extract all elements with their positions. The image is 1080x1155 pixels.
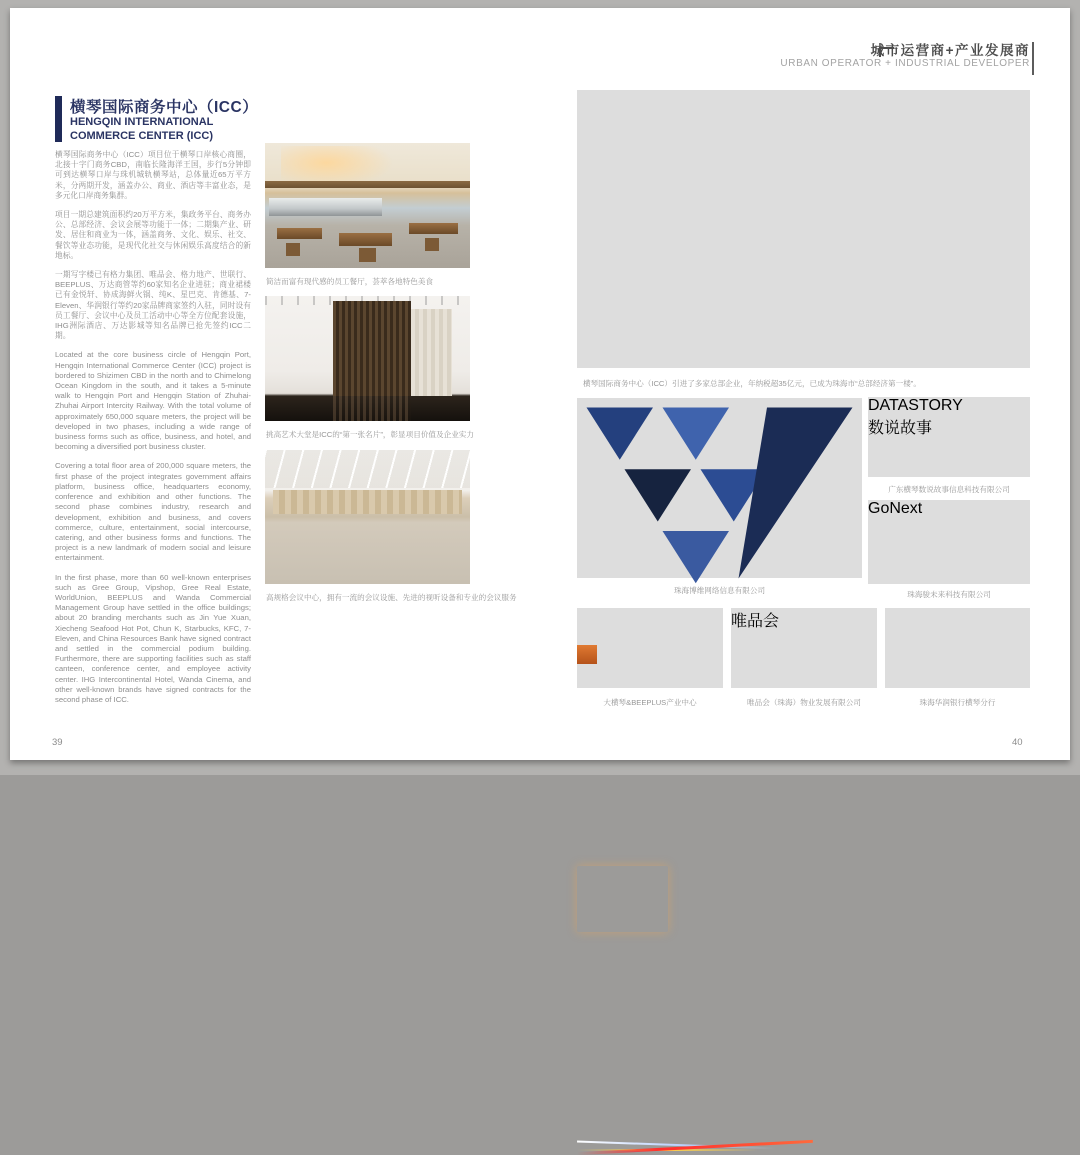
article-title-en: HENGQIN INTERNATIONAL COMMERCE CENTER (ICC) [70,116,214,142]
caption-vipshop: 唯品会（珠海）物业发展有限公司 [747,698,861,707]
photo-datastory-office [868,397,1030,477]
section-header-en: URBAN OPERATOR + INDUSTRIAL DEVELOPER [780,58,1030,69]
photo-vipshop-reception [731,608,877,688]
section-header-cn: 城市运营商+产业发展商 [870,43,1030,58]
article-title-cn: 横琴国际商务中心（ICC） [70,99,259,116]
paragraph-cn-1: 横琴国际商务中心（ICC）项目位于横琴口岸核心商圈，北接十字门商务CBD，南临长隆海洋王国，步行5分钟即可到达横琴口岸与珠机城轨横琴站，总体量近65万平方米，分两期开发，涵盖办公、商业、酒店等丰富业态，是多元化口岸商务集群。 [55,150,251,200]
service-counter [885,621,917,632]
caption-canteen: 简洁而富有现代感的员工餐厅，荟萃各地特色美食 [266,277,434,286]
building-silhouette [577,279,609,343]
caption-bank: 珠海华润银行横琴分行 [919,698,996,707]
article-body [55,150,251,714]
caption-datastory: 广东横琴数说故事信息科技有限公司 [888,485,1010,494]
page-number-right: 40 [1012,737,1023,748]
paragraph-cn-3: 一期写字楼已有格力集团、唯品会、格力地产、世联行、BEEPLUS、万达商管等约60家知名企业进驻；商业裙楼已有金悦轩、协成海鲜火锅、纯K、星巴克、肯德基、7-Eleven、华润银行等约20家品牌商家签约入驻，同时设有员工餐厅、会议中心及员工活动中心等全方位配套设施，IHG洲际酒店、万达影城等知名品牌已抢先签约ICC二期。 [55,270,251,341]
chair [286,243,300,256]
caption-gonext: 珠海骏未来科技有限公司 [907,590,991,599]
red-sofa [577,629,621,645]
photo-beeplus-center [577,608,723,688]
photo-staff-canteen [265,143,470,268]
photo-crbank-branch [885,608,1030,688]
wood-back-wall [273,490,462,514]
datastory-logo-text: DATASTORY [868,397,963,414]
photo-conference-center [265,450,470,584]
dining-table [277,228,322,239]
photo-art-lobby [265,296,470,421]
wood-beam [265,181,470,189]
photo-icc-towers-night [577,90,1030,368]
chair [359,248,375,262]
datastory-logo-cn: 数说故事 [868,420,933,437]
dining-table [339,233,392,246]
podium-building [577,866,668,933]
vipshop-logo-text: 唯品会 [731,613,780,630]
red-armchair [577,608,600,629]
side-wall [411,309,452,397]
icc-tower-two [577,693,636,865]
ceiling-light-strips [265,450,470,488]
feature-wall [333,301,411,396]
building-silhouette [577,90,618,168]
paragraph-en-3: In the first phase, more than 60 well-known enterprises such as Gree Group, Vipshop, Gree Real Estate, WorldUnion, BEEPLUS and Wanda Commercial Management Group have settled in the office buildings; about 20 branding merchants such as Jin Yue Xuan, Xiecheng Seafood Hot Pot, Chun K, Starbucks, KFC, 7-Eleven, and China Resources Bank have signed contract and settled in the commercial podium building. Furthermore, there are supporting facilities such as staff canteen, conference center, and employee activity center. IHG Intercontinental Hotel, Wanda Cinema, and other well-known brands have signed contracts for the second phase of ICC. [55,572,251,704]
street-lamp [577,1088,1030,1144]
gonext-logo-text: GoNext [868,500,923,517]
serving-counter [269,198,382,216]
title-accent-bar [55,96,62,142]
header-divider-bar [1032,42,1034,75]
gonext-logo [868,500,1030,518]
caption-boardware: 珠海博维网络信息有限公司 [673,586,766,595]
photo-gonext-office [868,500,1030,584]
caption-lobby: 挑高艺术大堂是ICC的“第一张名片”，彰显项目价值及企业实力 [266,430,474,439]
paragraph-en-1: Located at the core business circle of Hengqin Port, Hengqin International Commerce Center (ICC) project is bordered to Shizimen CBD in the north and to Chimelong Ocean Kingdom in the south, and it takes a 5-minute walk to Hengqin Port and Hengqin Station of Zhuhai-Zhuhai Airport Intercity Railway. With the total volume of approximately 650,000 square meters, the project will be developed in two phases, including a wide range of business forms such as office, business, and hotel, and becoming a diversified port business cluster. [55,350,251,452]
page-number-left: 39 [52,737,63,748]
boardware-logo-icon [577,398,862,607]
caption-city: 横琴国际商务中心（ICC）引进了多家总部企业，年纳税超35亿元，已成为珠海市“总部经济第一楼”。 [583,379,921,388]
dining-table [409,223,458,234]
photo-boardware-lobby [577,398,862,578]
service-counter [885,608,923,621]
paragraph-cn-2: 项目一期总建筑面积约20万平方米，集政务平台、商务办公、总部经济、会议会展等功能于一体；二期集产业、研发、居住和商业为一体，涵盖商务、文化、娱乐、社交、餐饮等业态功能，是现代化社交与休闲娱乐高度结合的新地标。 [55,210,251,260]
paragraph-en-2: Covering a total floor area of 200,000 square meters, the first phase of the project integrates government affairs platform, business office, headquarters economy, conference and exhibition and other functions. The second phase combines industry, research and development, exhibition and business, and covers commerce, culture, entertainment, social intercourse, catering, and other business forms and functions. The project is a new landmark of modern social and leisure entertainment. [55,461,251,563]
tree-line [577,1030,1030,1044]
round-table [577,669,589,674]
street-lamp [577,1043,1030,1087]
orange-armchair [577,645,597,664]
caption-beeplus: 大横琴&BEEPLUS产业中心 [603,698,697,707]
floor-reflection [333,396,411,421]
caption-conference: 高规格会议中心，拥有一流的会议设施、先进的视听设备和专业的会议服务 [266,593,517,602]
building-silhouette [577,168,613,279]
building-silhouette [577,932,609,1029]
chair [425,238,439,251]
